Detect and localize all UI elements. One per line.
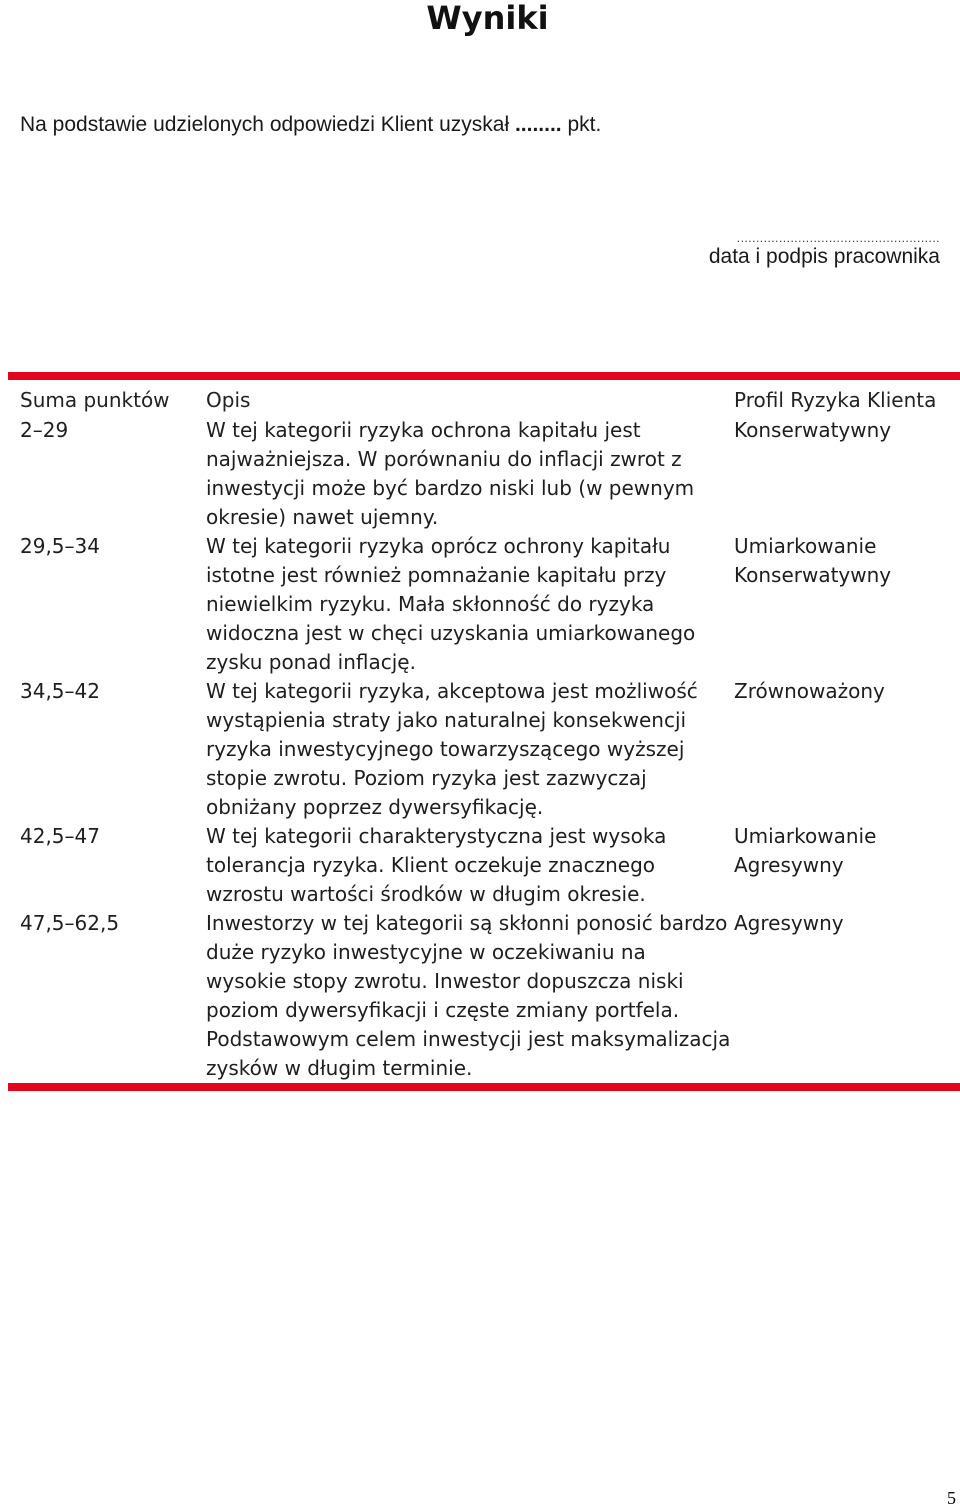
table-header-row xyxy=(8,380,960,416)
row-description: W tej kategorii ryzyka ochrona kapitału jest najważniejsza. W porównaniu do inflacji zwrot z inwestycji może być bardzo niski lub (w pewnym okresie) nawet ujemny. xyxy=(206,418,695,529)
row-profile: Konserwatywny xyxy=(734,418,892,442)
header-sum: Suma punktów xyxy=(20,388,170,412)
row-profile: Umiarkowanie Agresywny xyxy=(734,824,877,877)
row-range: 34,5–42 xyxy=(20,679,100,703)
row-range: 2–29 xyxy=(20,418,69,442)
results-table xyxy=(8,372,960,1091)
header-description: Opis xyxy=(206,388,251,412)
score-suffix: pkt. xyxy=(561,113,602,136)
row-range: 29,5–34 xyxy=(20,534,100,558)
row-range: 47,5–62,5 xyxy=(20,911,120,935)
header-profile: Profil Ryzyka Klienta xyxy=(734,388,937,412)
page-number: 5 xyxy=(947,1488,956,1508)
row-profile: Umiarkowanie Konserwatywny xyxy=(734,534,892,587)
row-profile: Zrównoważony xyxy=(734,679,885,703)
table-row xyxy=(8,822,960,909)
row-profile: Agresywny xyxy=(734,911,844,935)
row-description: W tej kategorii ryzyka oprócz ochrony kapitału istotne jest również pomnażanie kapitału przy niewielkim ryzyku. Mała skłonność do ryzyka widoczna jest w chęci uzyskania umiarkowanego zysku ponad inflację. xyxy=(206,534,696,674)
page-title: Wyniki xyxy=(426,0,549,37)
table-row xyxy=(8,416,960,532)
score-statement xyxy=(20,112,601,138)
table-row xyxy=(8,677,960,822)
row-description: W tej kategorii charakterystyczna jest wysoka tolerancja ryzyka. Klient oczekuje znacznego wzrostu wartości środków w długim okresie. xyxy=(206,824,667,906)
table-row xyxy=(8,909,960,1083)
signature-block xyxy=(709,232,940,270)
table-row xyxy=(8,532,960,677)
row-range: 42,5–47 xyxy=(20,824,100,848)
score-prefix: Na podstawie udzielonych odpowiedzi Klient uzyskał xyxy=(20,113,515,136)
signature-line: ..................................................... xyxy=(736,231,940,245)
signature-label: data i podpis pracownika xyxy=(708,245,940,268)
score-blank: ........ xyxy=(514,113,562,136)
row-description: W tej kategorii ryzyka, akceptowa jest możliwość wystąpienia straty jako naturalnej konsekwencji ryzyka inwestycyjnego towarzyszącego wyższej stopie zwrotu. Poziom ryzyka jest zazwyczaj obniżany poprzez dywersyfikację. xyxy=(206,679,698,819)
row-description: Inwestorzy w tej kategorii są skłonni ponosić bardzo duże ryzyko inwestycyjne w oczekiwaniu na wysokie stopy zwrotu. Inwestor dopuszcza niski poziom dywersyfikacji i częste zmiany portfela. Podstawowym celem inwestycji jest maksymalizacja zysków w długim terminie. xyxy=(206,911,731,1080)
